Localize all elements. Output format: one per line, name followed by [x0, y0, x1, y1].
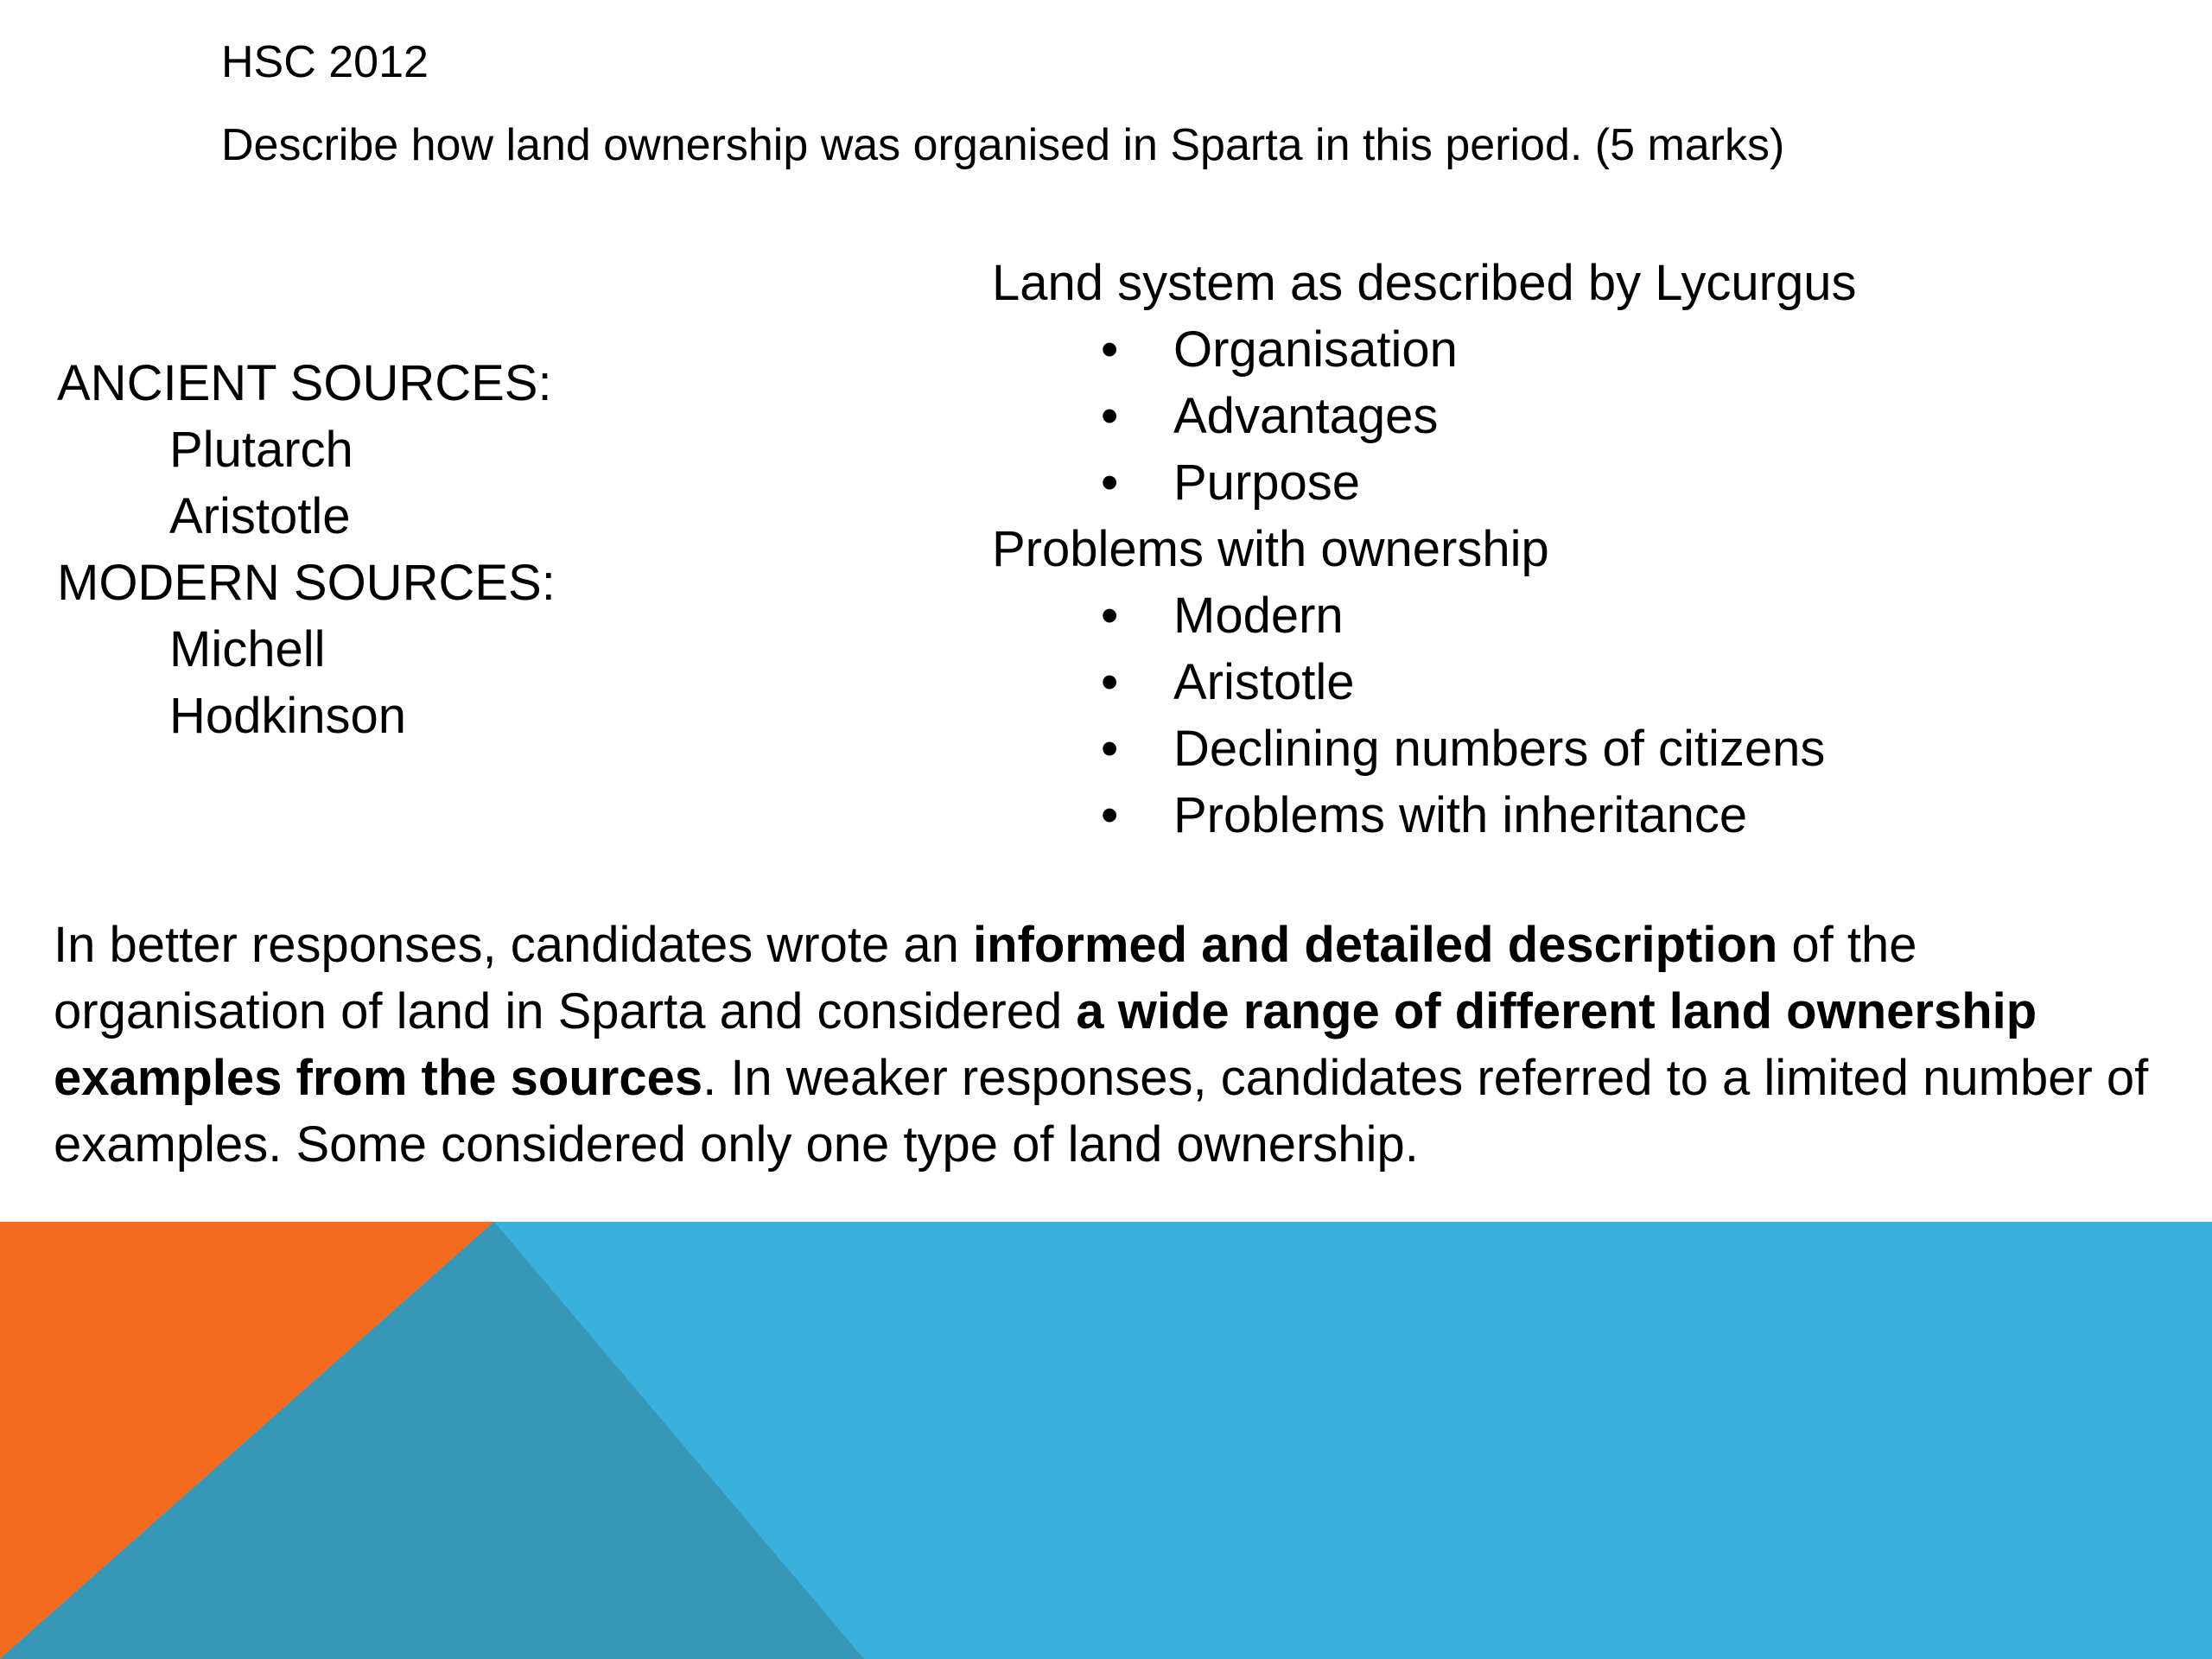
commentary-emphasis: informed and detailed description — [972, 917, 1778, 973]
modern-source-item: Michell — [169, 621, 326, 677]
outline-bullet-item — [992, 649, 1856, 715]
answer-outline — [992, 250, 1856, 849]
bullet-icon: • — [1101, 721, 1119, 777]
outline-bullet-text: Organisation — [1173, 321, 1458, 378]
outline-bullet-list — [992, 316, 1856, 516]
outline-bullet-item — [992, 383, 1856, 449]
exam-question: Describe how land ownership was organised in Sparta in this period. (5 marks) — [221, 120, 1785, 170]
modern-sources-heading: MODERN SOURCES: — [57, 555, 556, 611]
outline-section-title: Problems with ownership — [992, 521, 1549, 577]
commentary-text: of the organisation of land in Sparta and considered — [54, 917, 1917, 1039]
commentary-text: . In weaker responses, candidates referred to a limited number of examples. Some considered only one type of land ownership. — [54, 1050, 2149, 1173]
outline-bullet-text: Purpose — [1173, 454, 1361, 511]
slide-title: HSC 2012 — [221, 37, 429, 87]
outline-bullet-item — [992, 316, 1856, 383]
bullet-icon: • — [1101, 588, 1119, 644]
footer-shapes — [0, 1222, 2212, 1659]
outline-section-title: Land system as described by Lycurgus — [992, 255, 1857, 311]
outline-bullet-list — [992, 582, 1856, 849]
outline-bullet-text: Problems with inheritance — [1173, 787, 1748, 843]
bullet-icon: • — [1101, 388, 1119, 444]
outline-bullet-item — [992, 449, 1856, 516]
outline-bullet-item — [992, 782, 1856, 849]
marker-commentary — [54, 912, 2179, 1178]
outline-bullet-text: Aristotle — [1173, 654, 1355, 710]
outline-bullet-text: Modern — [1173, 588, 1344, 644]
commentary-emphasis: a wide range of different land ownership examples from the sources — [54, 983, 2037, 1106]
decorative-footer — [0, 1222, 2212, 1659]
modern-source-item: Hodkinson — [169, 688, 407, 744]
outline-bullet-text: Declining numbers of citizens — [1173, 721, 1826, 777]
bullet-icon: • — [1101, 454, 1119, 511]
ancient-source-item: Plutarch — [169, 422, 353, 478]
outline-bullet-item — [992, 582, 1856, 649]
bullet-icon: • — [1101, 787, 1119, 843]
bullet-icon: • — [1101, 321, 1119, 378]
bullet-icon: • — [1101, 654, 1119, 710]
outline-bullet-item — [992, 715, 1856, 782]
ancient-source-item: Aristotle — [169, 488, 351, 544]
outline-bullet-text: Advantages — [1173, 388, 1439, 444]
commentary-text: In better responses, candidates wrote an — [54, 917, 973, 973]
ancient-sources-heading: ANCIENT SOURCES: — [57, 355, 552, 411]
sources-list — [57, 350, 556, 749]
